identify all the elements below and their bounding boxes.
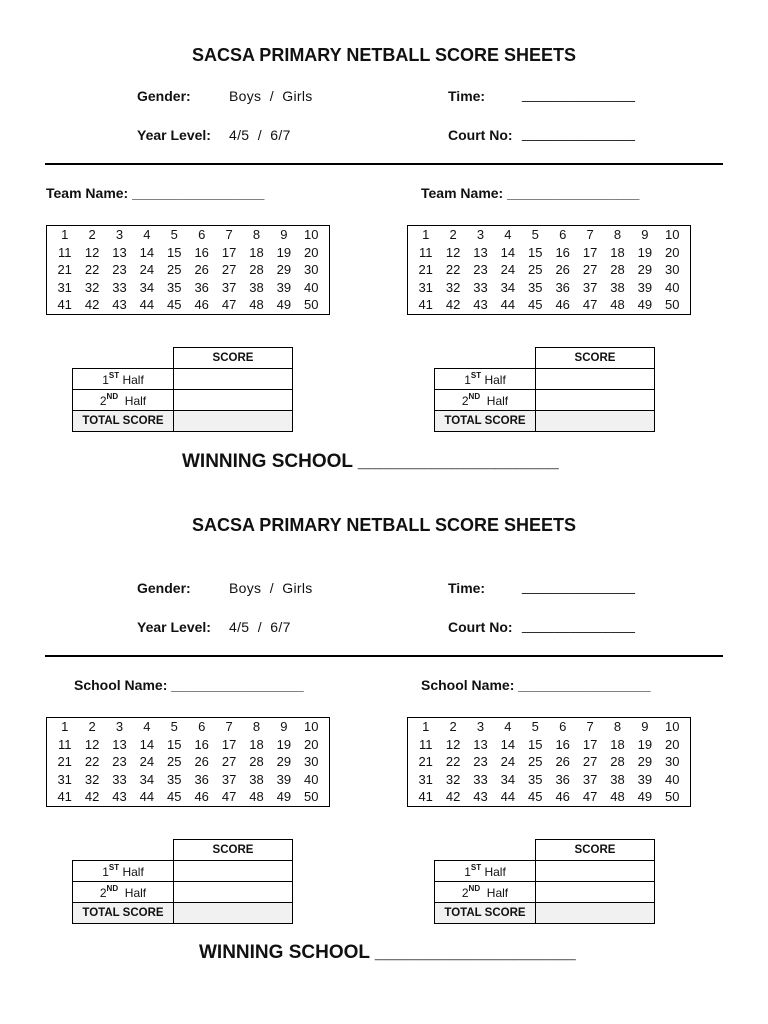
tally-number[interactable]: 10 <box>304 719 319 734</box>
time-field[interactable]: ______________ <box>522 578 636 594</box>
tally-number[interactable]: 26 <box>194 262 209 277</box>
tally-number[interactable]: 3 <box>476 719 485 734</box>
tally-number[interactable]: 4 <box>143 719 151 734</box>
tally-number[interactable]: 50 <box>665 789 680 804</box>
year-level-label: Year Level: <box>137 619 211 635</box>
tally-number[interactable]: 10 <box>665 227 680 242</box>
tally-number[interactable]: 7 <box>586 719 594 734</box>
tally-number[interactable]: 22 <box>445 262 461 277</box>
first-half-score-cell[interactable] <box>174 369 293 390</box>
tally-number[interactable]: 5 <box>531 227 539 242</box>
tally-number[interactable]: 46 <box>194 297 209 312</box>
tally-number[interactable]: 20 <box>665 736 680 752</box>
tally-number[interactable]: 35 <box>167 771 182 787</box>
tally-number[interactable]: 30 <box>665 754 680 769</box>
tally-number[interactable]: 12 <box>84 736 100 752</box>
tally-number[interactable]: 25 <box>528 262 543 277</box>
tally-number[interactable]: 25 <box>528 754 543 769</box>
tally-number[interactable]: 2 <box>449 227 457 242</box>
tally-number[interactable]: 14 <box>139 244 155 260</box>
tally-number[interactable]: 33 <box>112 279 127 295</box>
tally-number[interactable]: 38 <box>610 771 625 787</box>
tally-number[interactable]: 3 <box>115 227 124 242</box>
tally-number[interactable]: 22 <box>84 262 100 277</box>
tally-number[interactable]: 19 <box>276 736 292 752</box>
first-half-label: 1ST Half <box>73 861 174 882</box>
tally-number[interactable]: 24 <box>139 262 155 277</box>
tally-number[interactable]: 48 <box>249 789 264 804</box>
tally-number[interactable]: 44 <box>500 789 516 804</box>
time-field[interactable]: ______________ <box>522 86 636 102</box>
second-half-label: 2ND Half <box>435 882 536 903</box>
total-score-cell[interactable] <box>536 903 655 924</box>
tally-number[interactable]: 37 <box>582 279 598 295</box>
tally-number[interactable]: 34 <box>139 279 155 295</box>
divider-line <box>45 163 723 165</box>
tally-number[interactable]: 48 <box>610 297 625 312</box>
tally-number[interactable]: 4 <box>504 719 512 734</box>
tally-number[interactable]: 43 <box>473 789 488 804</box>
tally-number[interactable]: 26 <box>555 262 570 277</box>
tally-number[interactable]: 1 <box>422 719 430 734</box>
tally-number[interactable]: 50 <box>304 297 319 312</box>
tally-number[interactable]: 31 <box>418 279 433 295</box>
tally-number[interactable]: 24 <box>500 262 516 277</box>
tally-number[interactable]: 1 <box>61 227 69 242</box>
tally-number[interactable]: 45 <box>167 297 182 312</box>
tally-number[interactable]: 37 <box>582 771 598 787</box>
tally-number[interactable]: 37 <box>221 279 237 295</box>
tally-number[interactable]: 21 <box>418 754 433 769</box>
tally-number[interactable]: 2 <box>449 719 457 734</box>
tally-grid-right[interactable] <box>407 717 691 807</box>
tally-number[interactable]: 17 <box>221 736 237 752</box>
tally-number[interactable]: 50 <box>304 789 319 804</box>
court-no-field[interactable]: ______________ <box>522 617 636 633</box>
tally-number[interactable]: 45 <box>528 789 543 804</box>
tally-number[interactable]: 42 <box>445 789 461 804</box>
first-half-label: 1ST Half <box>435 369 536 390</box>
score-header: SCORE <box>536 840 655 861</box>
tally-number[interactable]: 33 <box>473 771 488 787</box>
tally-number[interactable]: 9 <box>641 719 649 734</box>
tally-number[interactable]: 6 <box>198 719 206 734</box>
tally-number[interactable]: 4 <box>504 227 512 242</box>
tally-number[interactable]: 13 <box>473 244 488 260</box>
tally-number[interactable]: 36 <box>194 279 209 295</box>
tally-number[interactable]: 34 <box>139 771 155 787</box>
tally-number[interactable]: 47 <box>582 789 598 804</box>
tally-number[interactable]: 2 <box>88 719 96 734</box>
tally-number[interactable]: 27 <box>221 262 237 277</box>
tally-number[interactable]: 5 <box>170 719 178 734</box>
tally-number[interactable]: 8 <box>252 719 261 734</box>
tally-number[interactable]: 19 <box>637 736 653 752</box>
tally-number[interactable]: 30 <box>665 262 680 277</box>
tally-number[interactable]: 41 <box>57 297 72 312</box>
tally-number[interactable]: 11 <box>418 736 433 752</box>
tally-number[interactable]: 42 <box>84 297 100 312</box>
gender-label: Gender: <box>137 88 191 104</box>
total-score-cell[interactable] <box>174 903 293 924</box>
gender-label: Gender: <box>137 580 191 596</box>
tally-number[interactable]: 27 <box>221 754 237 769</box>
tally-number[interactable]: 36 <box>555 279 570 295</box>
tally-number[interactable]: 32 <box>445 279 461 295</box>
tally-number[interactable]: 3 <box>115 719 124 734</box>
tally-number[interactable]: 41 <box>418 297 433 312</box>
tally-number[interactable]: 45 <box>528 297 543 312</box>
winning-school-line[interactable]: WINNING SCHOOL ___________________ <box>199 942 576 963</box>
second-half-label: 2ND Half <box>435 390 536 411</box>
second-half-score-cell[interactable] <box>536 390 655 411</box>
tally-number[interactable]: 28 <box>249 754 264 769</box>
tally-number[interactable]: 15 <box>528 736 543 752</box>
tally-number[interactable]: 31 <box>57 279 72 295</box>
tally-number[interactable]: 49 <box>637 297 653 312</box>
tally-number[interactable]: 29 <box>637 754 653 769</box>
second-half-label: 2ND Half <box>73 390 174 411</box>
sheet-title: SACSA PRIMARY NETBALL SCORE SHEETS <box>191 515 577 535</box>
gender-options[interactable]: Boys / Girls <box>229 88 313 104</box>
tally-number[interactable]: 18 <box>249 244 264 260</box>
tally-number[interactable]: 16 <box>555 244 570 260</box>
score-table-left <box>72 347 293 432</box>
second-half-score-cell[interactable] <box>174 882 293 903</box>
tally-number[interactable]: 40 <box>665 279 680 295</box>
tally-number[interactable]: 50 <box>665 297 680 312</box>
court-no-field[interactable]: ______________ <box>522 125 636 141</box>
tally-number[interactable]: 18 <box>249 736 264 752</box>
tally-number[interactable]: 47 <box>582 297 598 312</box>
tally-number[interactable]: 27 <box>582 754 598 769</box>
tally-number[interactable]: 28 <box>249 262 264 277</box>
total-score-label: TOTAL SCORE <box>435 903 536 924</box>
tally-number[interactable]: 30 <box>304 262 319 277</box>
tally-number[interactable]: 41 <box>418 789 433 804</box>
tally-number[interactable]: 39 <box>276 279 292 295</box>
tally-number[interactable]: 6 <box>559 227 567 242</box>
tally-number[interactable]: 27 <box>582 262 598 277</box>
score-header: SCORE <box>174 348 293 369</box>
tally-number[interactable]: 23 <box>112 754 127 769</box>
tally-number[interactable]: 39 <box>637 771 653 787</box>
tally-number[interactable]: 13 <box>473 736 488 752</box>
tally-number[interactable]: 42 <box>445 297 461 312</box>
tally-number[interactable]: 10 <box>665 719 680 734</box>
tally-number[interactable]: 38 <box>249 771 264 787</box>
tally-number[interactable]: 38 <box>610 279 625 295</box>
tally-number[interactable]: 18 <box>610 736 625 752</box>
year-level-label: Year Level: <box>137 127 211 143</box>
tally-number[interactable]: 43 <box>112 297 127 312</box>
tally-number[interactable]: 11 <box>57 736 72 752</box>
tally-number[interactable]: 39 <box>276 771 292 787</box>
divider-line <box>45 655 723 657</box>
first-half-score-cell[interactable] <box>536 369 655 390</box>
tally-number[interactable]: 14 <box>139 736 155 752</box>
year-level-options[interactable]: 4/5 / 6/7 <box>229 127 291 143</box>
tally-number[interactable]: 33 <box>473 279 488 295</box>
time-label: Time: <box>448 580 486 596</box>
tally-number[interactable]: 7 <box>225 719 233 734</box>
tally-number[interactable]: 25 <box>167 754 182 769</box>
tally-number[interactable]: 43 <box>473 297 488 312</box>
tally-number[interactable]: 21 <box>57 754 72 769</box>
time-label: Time: <box>448 88 486 104</box>
tally-number[interactable]: 30 <box>304 754 319 769</box>
tally-number[interactable]: 40 <box>665 771 680 787</box>
tally-number[interactable]: 14 <box>500 736 516 752</box>
tally-number[interactable]: 34 <box>500 771 516 787</box>
tally-number[interactable]: 28 <box>610 754 625 769</box>
tally-number[interactable]: 6 <box>559 719 567 734</box>
total-score-label: TOTAL SCORE <box>435 411 536 432</box>
tally-number[interactable]: 48 <box>610 789 625 804</box>
tally-number[interactable]: 23 <box>473 754 488 769</box>
tally-number[interactable]: 38 <box>249 279 264 295</box>
tally-number[interactable]: 26 <box>194 754 209 769</box>
total-score-cell[interactable] <box>174 411 293 432</box>
tally-number[interactable]: 20 <box>304 736 319 752</box>
tally-number[interactable]: 46 <box>555 297 570 312</box>
first-half-label: 1ST Half <box>435 861 536 882</box>
year-level-options[interactable]: 4/5 / 6/7 <box>229 619 291 635</box>
tally-number[interactable]: 48 <box>249 297 264 312</box>
tally-number[interactable]: 11 <box>418 244 433 260</box>
tally-number[interactable]: 36 <box>194 771 209 787</box>
tally-number[interactable]: 15 <box>528 244 543 260</box>
tally-number[interactable]: 41 <box>57 789 72 804</box>
tally-number[interactable]: 9 <box>641 227 649 242</box>
tally-number[interactable]: 21 <box>418 262 433 277</box>
tally-number[interactable]: 21 <box>57 262 72 277</box>
tally-number[interactable]: 31 <box>57 771 72 787</box>
tally-number[interactable]: 29 <box>637 262 653 277</box>
tally-number[interactable]: 15 <box>167 244 182 260</box>
tally-number[interactable]: 47 <box>221 297 237 312</box>
tally-number[interactable]: 13 <box>112 244 127 260</box>
first-half-score-cell[interactable] <box>174 861 293 882</box>
tally-number[interactable]: 7 <box>225 227 233 242</box>
tally-number[interactable]: 18 <box>610 244 625 260</box>
court-no-label: Court No: <box>448 127 513 143</box>
tally-number[interactable]: 29 <box>276 754 292 769</box>
tally-number[interactable]: 44 <box>139 297 155 312</box>
tally-number[interactable]: 22 <box>445 754 461 769</box>
second-half-score-cell[interactable] <box>536 882 655 903</box>
tally-number[interactable]: 44 <box>500 297 516 312</box>
tally-number[interactable]: 11 <box>57 244 72 260</box>
tally-number[interactable]: 35 <box>167 279 182 295</box>
tally-number[interactable]: 49 <box>276 789 292 804</box>
tally-number[interactable]: 43 <box>112 789 127 804</box>
score-table-left <box>72 839 293 924</box>
tally-grid-right[interactable] <box>407 225 691 315</box>
tally-number[interactable]: 40 <box>304 279 319 295</box>
team-name-right[interactable]: Team Name: _________________ <box>421 185 640 201</box>
tally-number[interactable]: 22 <box>84 754 100 769</box>
tally-number[interactable]: 29 <box>276 262 292 277</box>
first-half-score-cell[interactable] <box>536 861 655 882</box>
sheet-title: SACSA PRIMARY NETBALL SCORE SHEETS <box>191 45 577 65</box>
score-table-right <box>434 839 655 924</box>
tally-number[interactable]: 40 <box>304 771 319 787</box>
tally-number[interactable]: 14 <box>500 244 516 260</box>
second-half-label: 2ND Half <box>73 882 174 903</box>
tally-number[interactable]: 8 <box>613 227 622 242</box>
tally-number[interactable]: 10 <box>304 227 319 242</box>
first-half-label: 1ST Half <box>73 369 174 390</box>
tally-number[interactable]: 47 <box>221 789 237 804</box>
tally-number[interactable]: 2 <box>88 227 96 242</box>
tally-number[interactable]: 1 <box>422 227 430 242</box>
tally-number[interactable]: 13 <box>112 736 127 752</box>
tally-number[interactable]: 12 <box>445 244 461 260</box>
winning-school-line[interactable]: WINNING SCHOOL ___________________ <box>182 451 559 472</box>
school-name-right[interactable]: School Name: _________________ <box>421 677 651 693</box>
tally-number[interactable]: 19 <box>276 244 292 260</box>
tally-number[interactable]: 17 <box>582 244 598 260</box>
tally-number[interactable]: 35 <box>528 771 543 787</box>
tally-number[interactable]: 32 <box>84 279 100 295</box>
gender-options[interactable]: Boys / Girls <box>229 580 313 596</box>
tally-number[interactable]: 32 <box>445 771 461 787</box>
tally-number[interactable]: 24 <box>139 754 155 769</box>
tally-number[interactable]: 6 <box>198 227 206 242</box>
tally-number[interactable]: 42 <box>84 789 100 804</box>
tally-number[interactable]: 34 <box>500 279 516 295</box>
tally-number[interactable]: 15 <box>167 736 182 752</box>
score-header: SCORE <box>174 840 293 861</box>
tally-number[interactable]: 1 <box>61 719 69 734</box>
tally-number[interactable]: 19 <box>637 244 653 260</box>
tally-number[interactable]: 37 <box>221 771 237 787</box>
total-score-label: TOTAL SCORE <box>73 411 174 432</box>
total-score-cell[interactable] <box>536 411 655 432</box>
tally-number[interactable]: 31 <box>418 771 433 787</box>
tally-grid-left[interactable] <box>46 225 330 315</box>
tally-number[interactable]: 12 <box>445 736 461 752</box>
tally-number[interactable]: 9 <box>280 227 288 242</box>
school-name-left[interactable]: School Name: _________________ <box>74 677 304 693</box>
tally-number[interactable]: 26 <box>555 754 570 769</box>
tally-number[interactable]: 39 <box>637 279 653 295</box>
tally-number[interactable]: 5 <box>170 227 178 242</box>
tally-number[interactable]: 5 <box>531 719 539 734</box>
tally-number[interactable]: 16 <box>555 736 570 752</box>
tally-number[interactable]: 36 <box>555 771 570 787</box>
tally-number[interactable]: 4 <box>143 227 151 242</box>
team-name-left[interactable]: Team Name: _________________ <box>46 185 265 201</box>
tally-number[interactable]: 23 <box>112 262 127 277</box>
total-score-label: TOTAL SCORE <box>73 903 174 924</box>
tally-number[interactable]: 8 <box>252 227 261 242</box>
tally-number[interactable]: 24 <box>500 754 516 769</box>
tally-number[interactable]: 35 <box>528 279 543 295</box>
tally-number[interactable]: 17 <box>221 244 237 260</box>
tally-number[interactable]: 49 <box>276 297 292 312</box>
court-no-label: Court No: <box>448 619 513 635</box>
tally-number[interactable]: 7 <box>586 227 594 242</box>
tally-number[interactable]: 32 <box>84 771 100 787</box>
second-half-score-cell[interactable] <box>174 390 293 411</box>
tally-number[interactable]: 12 <box>84 244 100 260</box>
score-header: SCORE <box>536 348 655 369</box>
tally-number[interactable]: 9 <box>280 719 288 734</box>
tally-grid-left[interactable] <box>46 717 330 807</box>
tally-number[interactable]: 16 <box>194 736 209 752</box>
tally-number[interactable]: 8 <box>613 719 622 734</box>
tally-number[interactable]: 20 <box>665 244 680 260</box>
tally-number[interactable]: 28 <box>610 262 625 277</box>
tally-number[interactable]: 49 <box>637 789 653 804</box>
tally-number[interactable]: 17 <box>582 736 598 752</box>
tally-number[interactable]: 45 <box>167 789 182 804</box>
tally-number[interactable]: 3 <box>476 227 485 242</box>
score-table-right <box>434 347 655 432</box>
tally-number[interactable]: 44 <box>139 789 155 804</box>
tally-number[interactable]: 23 <box>473 262 488 277</box>
tally-number[interactable]: 46 <box>194 789 209 804</box>
tally-number[interactable]: 33 <box>112 771 127 787</box>
tally-number[interactable]: 20 <box>304 244 319 260</box>
tally-number[interactable]: 16 <box>194 244 209 260</box>
tally-number[interactable]: 25 <box>167 262 182 277</box>
tally-number[interactable]: 46 <box>555 789 570 804</box>
